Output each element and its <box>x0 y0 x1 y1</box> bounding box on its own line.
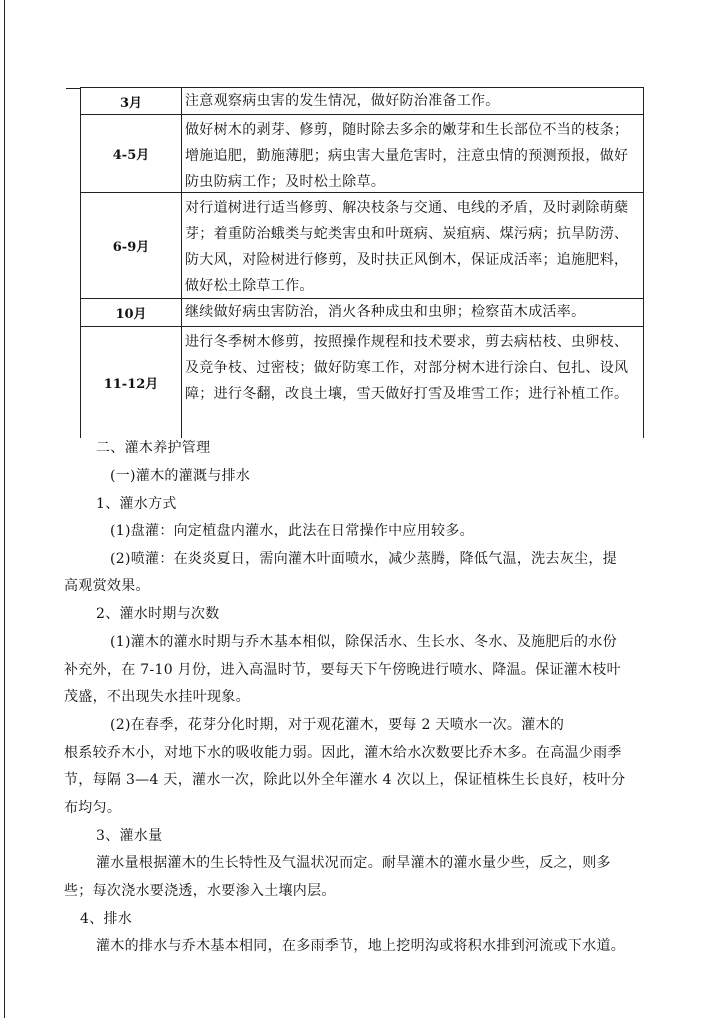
paragraph: 高观赏效果。 <box>64 578 150 594</box>
desc-cell: 做好树木的剥芽、修剪，随时除去多余的嫩芽和生长部位不当的枝条；增施追肥，勤施薄肥；病虫害大量危害时，注意虫情的预测预报，做好防虫防病工作；及时松土除草。 <box>185 122 629 190</box>
maintenance-schedule-table <box>80 87 644 438</box>
paragraph: (2)在春季，花芽分化时期，对于观花灌木，要每 2 天喷水一次。灌木的 <box>110 717 565 733</box>
desc-cell: 注意观察病虫害的发生情况，做好防治准备工作。 <box>185 93 500 109</box>
desc-cell: 继续做好病虫害防治，消火各种成虫和虫卵；检察苗木成活率。 <box>185 304 586 320</box>
paragraph: 节，每隔 3—4 天，灌水一次，除此以外全年灌水 4 次以上，保证植株生长良好，枝叶分 <box>64 772 626 788</box>
item-heading: 4、排水 <box>80 911 133 927</box>
table-row <box>81 88 643 115</box>
table-row <box>81 327 643 438</box>
month-cell: 11-12月 <box>81 327 182 438</box>
paragraph: (2)喷灌：在炎炎夏日，需向灌木叶面喷水，减少蒸腾，降低气温，洗去灰尘，提 <box>110 551 617 567</box>
page-left-border <box>4 0 5 1018</box>
table-row <box>81 115 643 193</box>
table-stub-line <box>66 88 81 89</box>
month-cell: 3月 <box>81 88 182 114</box>
item-heading: 1、灌水方式 <box>96 496 177 512</box>
paragraph: 些；每次浇水要浇透，水要渗入土壤内层。 <box>64 883 336 899</box>
paragraph: 茂盛，不出现失水挂叶现象。 <box>64 689 250 705</box>
desc-cell: 进行冬季树木修剪，按照操作规程和技术要求，剪去病枯枝、虫卵枝、及竞争枝、过密枝；做好防寒工作，对部分树木进行涂白、包扎、设风障；进行冬翻，改良土壤，雪天做好打雪及堆雪工作；进行补植工作。 <box>185 334 629 402</box>
subsection-heading: (一)灌木的灌溉与排水 <box>110 468 251 484</box>
paragraph: 补充外，在 7-10 月份，进入高温时节，要每天下午傍晚进行喷水、降温。保证灌木枝叶 <box>64 662 621 678</box>
table-row <box>81 299 643 327</box>
paragraph: (1)灌木的灌水时期与乔木基本相似，除保活水、生长水、冬水、及施肥后的水份 <box>110 634 617 650</box>
desc-cell: 对行道树进行适当修剪、解决枝条与交通、电线的矛盾，及时剥除萌蘖芽；着重防治蛾类与蛇类害虫和叶斑病、炭疽病、煤污病；抗旱防涝、防大风，对险树进行修剪，及时扶正风倒木，保证成活率；追施肥料，做好松土除草工作。 <box>185 200 629 294</box>
paragraph: 布均匀。 <box>64 800 122 816</box>
month-cell: 6-9月 <box>81 193 182 298</box>
item-heading: 2、灌水时期与次数 <box>96 606 220 622</box>
table-row <box>81 193 643 299</box>
paragraph: 灌水量根据灌木的生长特性及气温状况而定。耐旱灌木的灌水量少些，反之，则多 <box>96 855 611 871</box>
paragraph: (1)盘灌：向定植盘内灌水，此法在日常操作中应用较多。 <box>110 523 474 539</box>
paragraph: 灌木的排水与乔木基本相同，在多雨季节，地上挖明沟或将积水排到河流或下水道。 <box>96 938 626 954</box>
month-cell: 4-5月 <box>81 115 182 192</box>
item-heading: 3、灌水量 <box>96 828 163 844</box>
month-cell: 10月 <box>81 299 182 326</box>
section-heading: 二、灌木养护管理 <box>96 440 211 456</box>
paragraph: 根系较乔木小，对地下水的吸收能力弱。因此，灌木给水次数要比乔木多。在高温少雨季 <box>64 745 622 761</box>
